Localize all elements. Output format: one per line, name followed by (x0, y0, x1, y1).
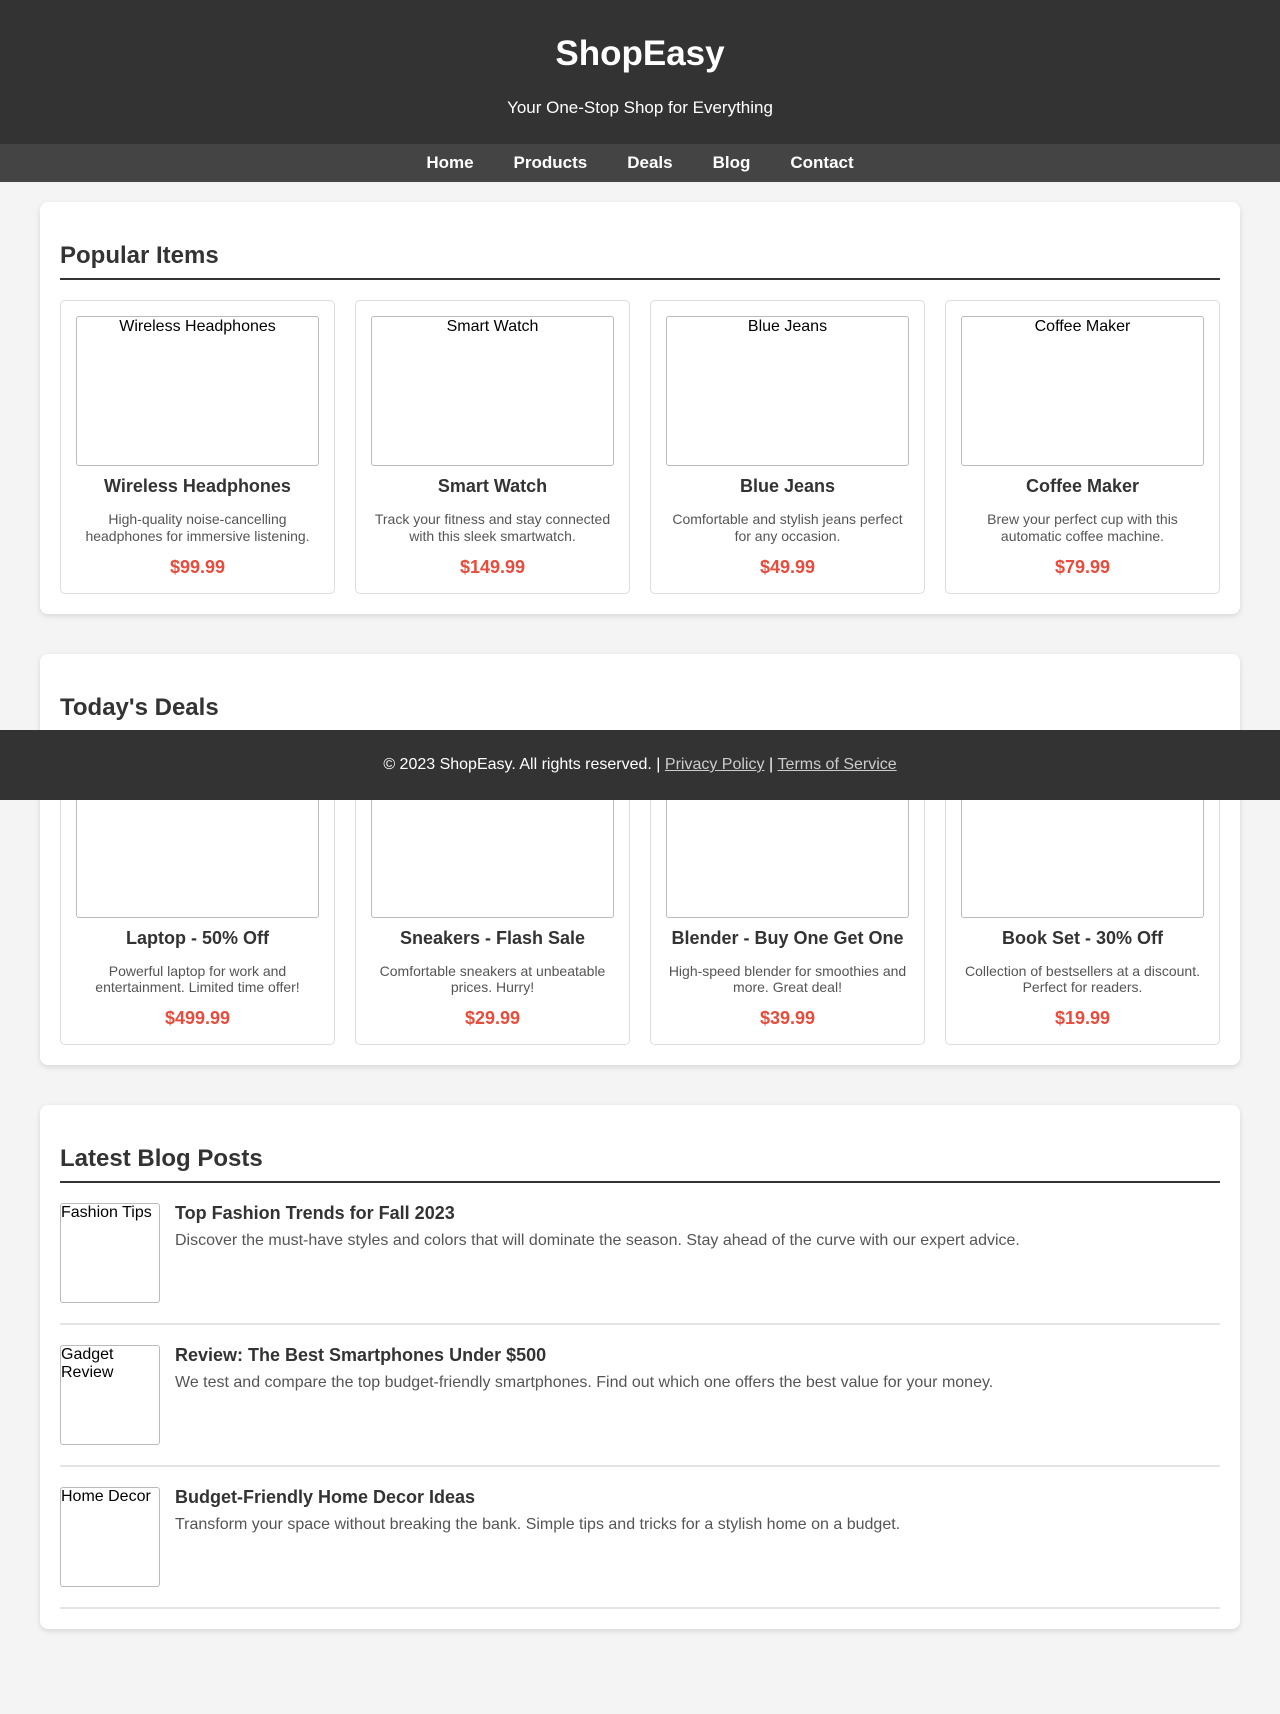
product-price: $39.99 (759, 1008, 816, 1029)
todays-deals-section (40, 654, 1240, 1066)
product-card[interactable] (945, 300, 1220, 594)
blog-image: Fashion Tips (60, 1203, 160, 1303)
nav-blog[interactable]: Blog (712, 153, 751, 172)
product-description: High-quality noise-cancelling headphones for immersive listening. (85, 511, 310, 544)
blog-image: Gadget Review (60, 1345, 160, 1445)
product-price: $29.99 (464, 1008, 521, 1029)
product-image: Smart Watch (371, 316, 614, 466)
site-title: ShopEasy (555, 34, 725, 73)
blog-excerpt: Transform your space without breaking the bank. Simple tips and tricks for a stylish home on a budget. (175, 1516, 901, 1534)
product-card[interactable] (60, 300, 335, 594)
product-description: Comfortable sneakers at unbeatable prices. Hurry! (379, 962, 606, 996)
product-image: Wireless Headphones (76, 316, 319, 466)
blog-excerpt: Discover the must-have styles and colors that will dominate the season. Stay ahead of the curve with our expert advice. (175, 1232, 1020, 1250)
product-price: $19.99 (1054, 1008, 1111, 1029)
section-heading: Today's Deals (60, 694, 1220, 732)
blog-title[interactable]: Review: The Best Smartphones Under $500 (175, 1345, 547, 1366)
blog-section (40, 1105, 1240, 1629)
product-name: Blender - Buy One Get One (671, 927, 904, 948)
blog-image: Home Decor (60, 1487, 160, 1587)
product-name: Coffee Maker (1025, 476, 1140, 496)
nav-contact[interactable]: Contact (790, 153, 854, 172)
section-heading: Popular Items (60, 242, 1220, 280)
product-description: High-speed blender for smoothies and more. Great deal! (668, 962, 907, 996)
product-image: Coffee Maker (961, 316, 1204, 466)
separator: | (656, 756, 661, 773)
product-description: Collection of bestsellers at a discount. Perfect for readers. (964, 962, 1200, 996)
separator: | (768, 756, 774, 773)
site-footer (0, 730, 1280, 800)
blog-post[interactable] (60, 1467, 1220, 1609)
product-description: Brew your perfect cup with this automatic coffee machine. (987, 511, 1178, 544)
main-nav (0, 144, 1280, 182)
product-name: Blue Jeans (739, 476, 836, 496)
product-description: Powerful laptop for work and entertainment. Limited time offer! (95, 962, 300, 996)
blog-title[interactable]: Top Fashion Trends for Fall 2023 (175, 1203, 455, 1224)
nav-products[interactable]: Products (513, 153, 588, 172)
site-header (0, 0, 1280, 144)
product-name: Wireless Headphones (104, 476, 291, 496)
blog-post[interactable] (60, 1325, 1220, 1467)
product-price: $149.99 (459, 556, 526, 577)
product-name: Sneakers - Flash Sale (399, 927, 586, 948)
product-price: $99.99 (169, 556, 226, 577)
product-name: Smart Watch (437, 476, 548, 496)
nav-home[interactable]: Home (426, 153, 474, 172)
nav-deals[interactable]: Deals (627, 153, 673, 172)
blog-post[interactable] (60, 1183, 1220, 1325)
copyright: © 2023 ShopEasy. All rights reserved. (383, 756, 652, 773)
product-price: $79.99 (1054, 556, 1111, 577)
product-price: $49.99 (759, 556, 816, 577)
product-description: Track your fitness and stay connected with this sleek smartwatch. (374, 511, 611, 544)
product-name: Book Set - 30% Off (1001, 927, 1164, 948)
blog-excerpt: We test and compare the top budget-friendly smartphones. Find out which one offers the best value for your money. (175, 1374, 994, 1392)
terms-link[interactable]: Terms of Service (777, 756, 897, 773)
blog-title[interactable]: Budget-Friendly Home Decor Ideas (175, 1487, 476, 1508)
product-price: $499.99 (164, 1008, 231, 1029)
section-heading: Latest Blog Posts (60, 1145, 1220, 1183)
product-card[interactable] (650, 300, 925, 594)
tagline: Your One-Stop Shop for Everything (507, 98, 773, 117)
product-name: Laptop - 50% Off (126, 927, 269, 948)
product-description: Comfortable and stylish jeans perfect for any occasion. (672, 511, 903, 544)
privacy-policy-link[interactable]: Privacy Policy (664, 756, 765, 773)
product-image: Blue Jeans (666, 316, 909, 466)
product-card[interactable] (355, 300, 630, 594)
popular-items-section (40, 202, 1240, 614)
